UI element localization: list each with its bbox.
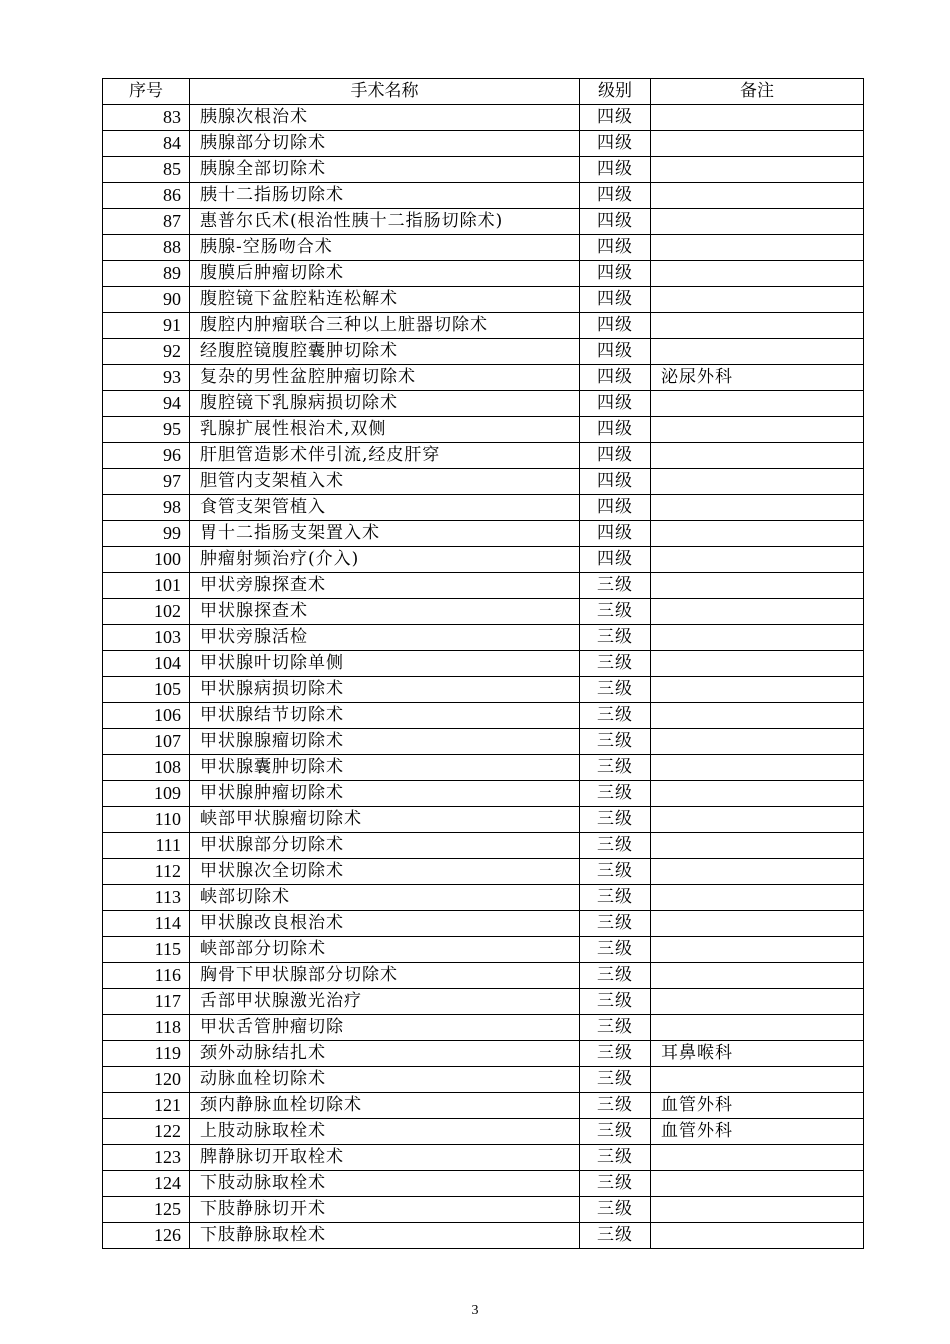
row-number: 122 [103,1119,190,1145]
surgery-name: 腹腔镜下乳腺病损切除术 [190,391,580,417]
surgery-name: 胰腺次根治术 [190,105,580,131]
surgery-level: 三级 [580,677,651,703]
surgery-name: 甲状舌管肿瘤切除 [190,1015,580,1041]
page-number: 3 [471,1303,479,1318]
row-number: 97 [103,469,190,495]
table-row [103,963,864,989]
row-number: 86 [103,183,190,209]
table-row [103,261,864,287]
surgery-level: 四级 [580,131,651,157]
remark [651,885,864,911]
remark [651,547,864,573]
table-row [103,1223,864,1249]
table-header-row [103,79,864,105]
surgery-level: 四级 [580,313,651,339]
table-row [103,651,864,677]
table-row [103,157,864,183]
surgery-level: 四级 [580,105,651,131]
surgery-level: 三级 [580,1119,651,1145]
table-row [103,573,864,599]
surgery-name: 肝胆管造影术伴引流,经皮肝穿 [190,443,580,469]
header-name: 手术名称 [190,79,580,105]
surgery-name: 下肢静脉取栓术 [190,1223,580,1249]
surgery-name: 颈内静脉血栓切除术 [190,1093,580,1119]
surgery-level: 四级 [580,365,651,391]
table-row [103,1041,864,1067]
surgery-level: 三级 [580,1223,651,1249]
row-number: 101 [103,573,190,599]
surgery-level: 三级 [580,729,651,755]
surgery-level: 三级 [580,937,651,963]
row-number: 106 [103,703,190,729]
surgery-name: 腹腔内肿瘤联合三种以上脏器切除术 [190,313,580,339]
remark [651,209,864,235]
remark [651,495,864,521]
remark [651,521,864,547]
row-number: 124 [103,1171,190,1197]
remark [651,1145,864,1171]
surgery-level: 四级 [580,443,651,469]
row-number: 96 [103,443,190,469]
surgery-level: 三级 [580,911,651,937]
table-row [103,703,864,729]
row-number: 126 [103,1223,190,1249]
surgery-name: 下肢静脉切开术 [190,1197,580,1223]
remark: 耳鼻喉科 [651,1041,864,1067]
table-row [103,521,864,547]
table-row [103,235,864,261]
surgery-name: 胸骨下甲状腺部分切除术 [190,963,580,989]
table-row [103,911,864,937]
row-number: 116 [103,963,190,989]
surgery-name: 乳腺扩展性根治术,双侧 [190,417,580,443]
remark [651,183,864,209]
table-row [103,781,864,807]
header-no: 序号 [103,79,190,105]
remark [651,677,864,703]
row-number: 93 [103,365,190,391]
remark [651,833,864,859]
table-row [103,339,864,365]
surgery-name: 颈外动脉结扎术 [190,1041,580,1067]
table-row [103,833,864,859]
remark [651,599,864,625]
surgery-level: 四级 [580,521,651,547]
surgery-table [102,78,863,1249]
surgery-name: 甲状腺囊肿切除术 [190,755,580,781]
row-number: 125 [103,1197,190,1223]
surgery-level: 三级 [580,625,651,651]
remark [651,391,864,417]
table-body [103,105,864,1249]
row-number: 107 [103,729,190,755]
surgery-name: 肿瘤射频治疗(介入) [190,547,580,573]
surgery-name: 脾静脉切开取栓术 [190,1145,580,1171]
row-number: 94 [103,391,190,417]
surgery-level: 三级 [580,703,651,729]
row-number: 89 [103,261,190,287]
surgery-name: 舌部甲状腺激光治疗 [190,989,580,1015]
table-row [103,1145,864,1171]
row-number: 110 [103,807,190,833]
remark: 血管外科 [651,1093,864,1119]
header-level: 级别 [580,79,651,105]
table-row [103,885,864,911]
surgery-name: 甲状腺次全切除术 [190,859,580,885]
remark [651,937,864,963]
surgery-name: 甲状腺腺瘤切除术 [190,729,580,755]
surgery-level: 四级 [580,339,651,365]
surgery-name: 甲状腺叶切除单侧 [190,651,580,677]
surgery-level: 四级 [580,183,651,209]
row-number: 84 [103,131,190,157]
surgery-level: 四级 [580,495,651,521]
surgery-name: 胆管内支架植入术 [190,469,580,495]
surgery-name: 下肢动脉取栓术 [190,1171,580,1197]
remark [651,573,864,599]
table-row [103,937,864,963]
surgery-level: 三级 [580,573,651,599]
row-number: 90 [103,287,190,313]
remark: 血管外科 [651,1119,864,1145]
surgery-name: 甲状腺探查术 [190,599,580,625]
remark [651,963,864,989]
remark [651,469,864,495]
remark [651,105,864,131]
surgery-level: 三级 [580,833,651,859]
remark [651,131,864,157]
surgery-name: 甲状腺改良根治术 [190,911,580,937]
row-number: 119 [103,1041,190,1067]
surgery-name: 甲状旁腺探查术 [190,573,580,599]
table-row [103,677,864,703]
table-row [103,417,864,443]
table-row [103,391,864,417]
row-number: 114 [103,911,190,937]
table-row [103,365,864,391]
remark [651,287,864,313]
row-number: 91 [103,313,190,339]
table-row [103,989,864,1015]
table-row [103,1197,864,1223]
table-row [103,105,864,131]
table-row [103,313,864,339]
surgery-level: 四级 [580,287,651,313]
table-row [103,599,864,625]
surgery-name: 胰腺部分切除术 [190,131,580,157]
remark [651,1171,864,1197]
surgery-level: 三级 [580,807,651,833]
table-row [103,131,864,157]
row-number: 95 [103,417,190,443]
row-number: 105 [103,677,190,703]
surgery-name: 甲状旁腺活检 [190,625,580,651]
surgery-level: 三级 [580,989,651,1015]
surgery-name: 动脉血栓切除术 [190,1067,580,1093]
remark [651,703,864,729]
remark [651,157,864,183]
header-note: 备注 [651,79,864,105]
surgery-level: 三级 [580,1197,651,1223]
row-number: 100 [103,547,190,573]
row-number: 108 [103,755,190,781]
row-number: 92 [103,339,190,365]
table-row [103,547,864,573]
remark [651,781,864,807]
surgery-name: 峡部甲状腺瘤切除术 [190,807,580,833]
surgery-level: 三级 [580,781,651,807]
row-number: 117 [103,989,190,1015]
remark [651,807,864,833]
row-number: 121 [103,1093,190,1119]
surgery-level: 四级 [580,235,651,261]
table-row [103,1119,864,1145]
surgery-name: 甲状腺部分切除术 [190,833,580,859]
surgery-level: 四级 [580,547,651,573]
row-number: 87 [103,209,190,235]
remark [651,755,864,781]
surgery-level: 三级 [580,1171,651,1197]
table-row [103,1067,864,1093]
row-number: 83 [103,105,190,131]
row-number: 104 [103,651,190,677]
row-number: 85 [103,157,190,183]
remark [651,989,864,1015]
row-number: 115 [103,937,190,963]
remark: 泌尿外科 [651,365,864,391]
row-number: 123 [103,1145,190,1171]
surgery-level: 四级 [580,261,651,287]
surgery-level: 四级 [580,417,651,443]
row-number: 113 [103,885,190,911]
row-number: 112 [103,859,190,885]
surgery-level: 三级 [580,885,651,911]
table-row [103,287,864,313]
surgery-name: 峡部切除术 [190,885,580,911]
surgery-level: 四级 [580,209,651,235]
table-row [103,755,864,781]
surgery-name: 胃十二指肠支架置入术 [190,521,580,547]
row-number: 88 [103,235,190,261]
remark [651,1223,864,1249]
surgery-name: 甲状腺肿瘤切除术 [190,781,580,807]
remark [651,339,864,365]
surgery-name: 胰十二指肠切除术 [190,183,580,209]
table-row [103,1171,864,1197]
surgery-level: 三级 [580,1093,651,1119]
table-row [103,443,864,469]
surgery-name: 甲状腺结节切除术 [190,703,580,729]
row-number: 98 [103,495,190,521]
remark [651,1067,864,1093]
table-row [103,1015,864,1041]
row-number: 102 [103,599,190,625]
surgery-level: 三级 [580,859,651,885]
surgery-name: 腹膜后肿瘤切除术 [190,261,580,287]
remark [651,729,864,755]
remark [651,859,864,885]
surgery-level: 三级 [580,1041,651,1067]
surgery-name: 峡部部分切除术 [190,937,580,963]
surgery-level: 三级 [580,599,651,625]
surgery-name: 惠普尔氏术(根治性胰十二指肠切除术) [190,209,580,235]
surgery-level: 四级 [580,391,651,417]
row-number: 118 [103,1015,190,1041]
surgery-level: 三级 [580,1145,651,1171]
table-row [103,807,864,833]
table-row [103,1093,864,1119]
remark [651,651,864,677]
remark [651,1015,864,1041]
surgery-level: 四级 [580,469,651,495]
remark [651,313,864,339]
row-number: 109 [103,781,190,807]
surgery-level: 三级 [580,755,651,781]
surgery-name: 上肢动脉取栓术 [190,1119,580,1145]
table-row [103,495,864,521]
row-number: 103 [103,625,190,651]
table-row [103,469,864,495]
surgery-name: 食管支架管植入 [190,495,580,521]
surgery-name: 腹腔镜下盆腔粘连松解术 [190,287,580,313]
remark [651,625,864,651]
table-row [103,859,864,885]
row-number: 120 [103,1067,190,1093]
surgery-level: 四级 [580,157,651,183]
table-row [103,625,864,651]
row-number: 111 [103,833,190,859]
surgery-name: 胰腺全部切除术 [190,157,580,183]
remark [651,417,864,443]
remark [651,235,864,261]
remark [651,261,864,287]
surgery-level: 三级 [580,651,651,677]
surgery-name: 复杂的男性盆腔肿瘤切除术 [190,365,580,391]
surgery-level: 三级 [580,1067,651,1093]
table-row [103,183,864,209]
remark [651,1197,864,1223]
remark [651,911,864,937]
surgery-name: 胰腺-空肠吻合术 [190,235,580,261]
surgery-level: 三级 [580,963,651,989]
row-number: 99 [103,521,190,547]
table-row [103,209,864,235]
remark [651,443,864,469]
surgery-name: 甲状腺病损切除术 [190,677,580,703]
surgery-level: 三级 [580,1015,651,1041]
surgery-name: 经腹腔镜腹腔囊肿切除术 [190,339,580,365]
table-row [103,729,864,755]
